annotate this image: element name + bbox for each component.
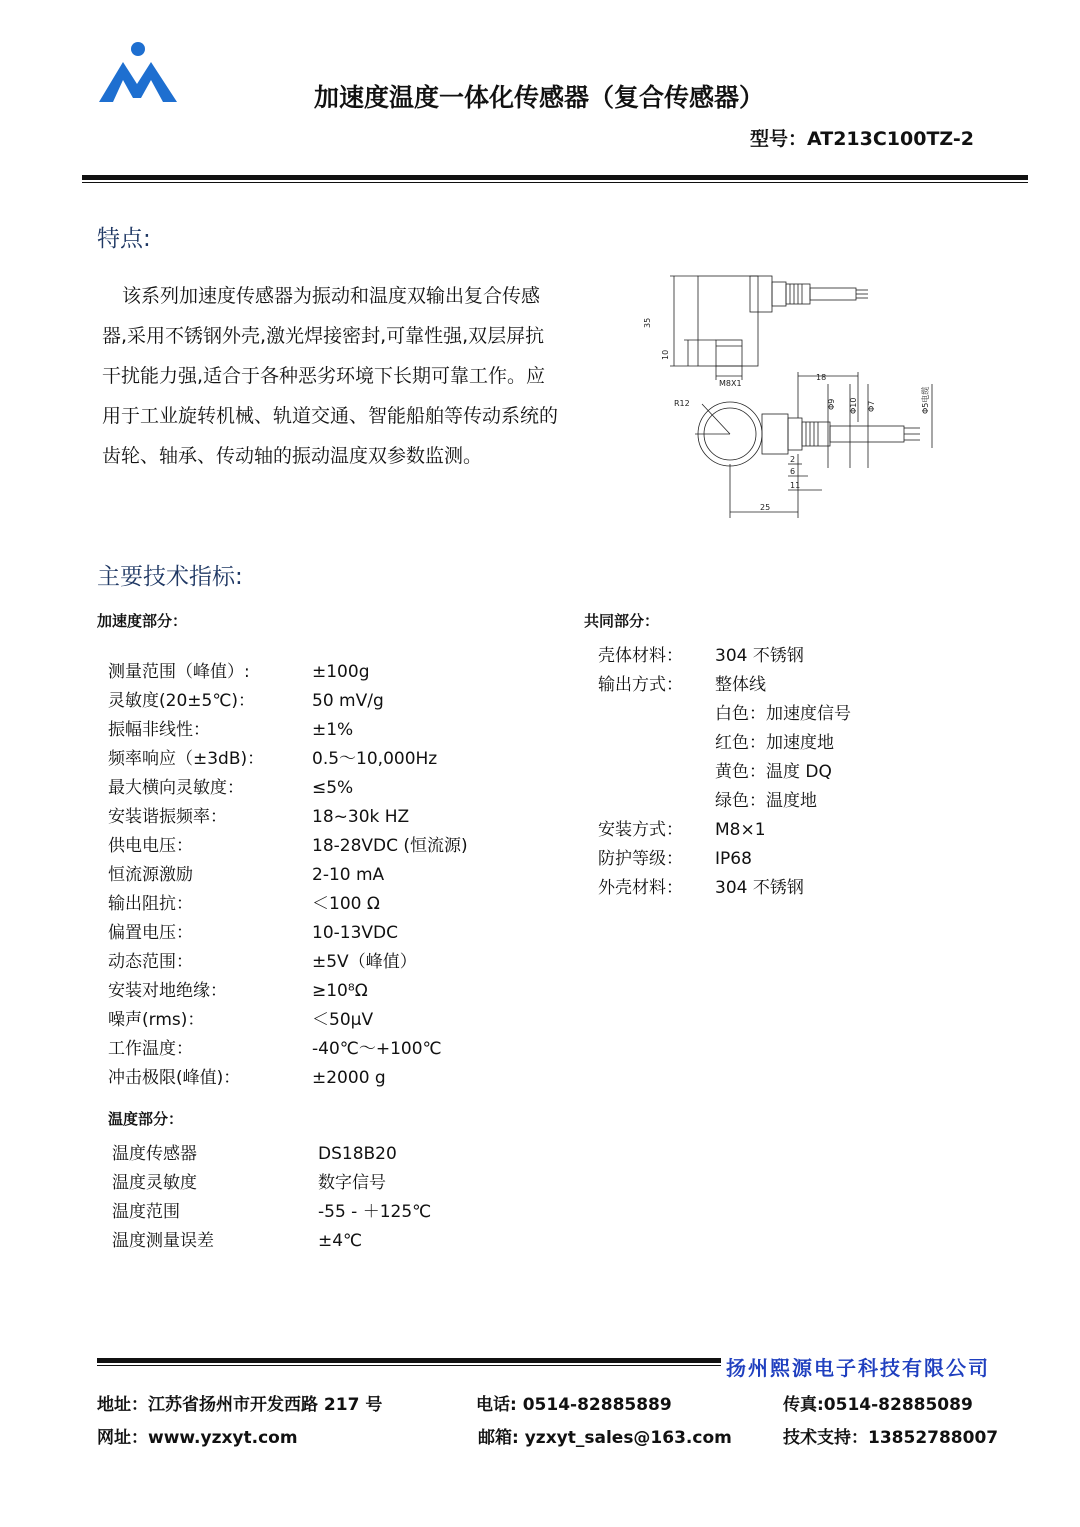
spec-value: 18~30k HZ (312, 807, 410, 827)
company-logo (97, 40, 179, 104)
spec-value: 50 mV/g (312, 691, 384, 711)
dim-10: 10 (661, 349, 670, 360)
spec-label: 冲击极限(峰值)： (108, 1068, 241, 1088)
page-title: 加速度温度一体化传感器（复合传感器） (314, 83, 765, 112)
footer-divider-thin (97, 1365, 721, 1366)
spec-label: 振幅非线性： (108, 720, 210, 740)
common-heading: 共同部分： (584, 612, 660, 630)
spec-label: 温度测量误差 (112, 1231, 214, 1251)
spec-row (108, 890, 568, 919)
spec-label: 安装对地绝缘： (108, 981, 227, 1001)
spec-row (108, 977, 568, 1006)
spec-row (108, 716, 568, 745)
temp-spec-list (112, 1140, 552, 1256)
spec-row (112, 1140, 552, 1169)
spec-row (598, 642, 998, 671)
spec-value: 2-10 mA (312, 865, 385, 885)
spec-row (108, 832, 568, 861)
accel-spec-list (108, 658, 568, 1093)
spec-row (598, 816, 998, 845)
spec-label: 安装谐振频率： (108, 807, 227, 827)
dim-2: 2 (790, 455, 796, 464)
spec-label: 动态范围： (108, 952, 193, 972)
spec-label: 安装方式： (598, 820, 683, 840)
spec-row (108, 861, 568, 890)
footer-fax: 传真:0514-82885089 (783, 1395, 973, 1415)
spec-row (108, 658, 568, 687)
spec-row (598, 729, 998, 758)
spec-label: 温度灵敏度 (112, 1173, 197, 1193)
spec-row (598, 787, 998, 816)
dim-phi9: Φ9 (827, 398, 836, 410)
spec-value: ±2000 g (312, 1068, 386, 1088)
specs-heading: 主要技术指标: (97, 564, 243, 590)
dim-phi10: Φ10 (849, 397, 858, 414)
sensor-dimension-drawing (640, 268, 940, 523)
spec-label: 防护等级： (598, 849, 683, 869)
spec-value: ±4℃ (318, 1231, 363, 1251)
spec-label: 输出方式： (598, 675, 683, 695)
spec-value: ≥10⁸Ω (312, 981, 368, 1001)
spec-row (112, 1198, 552, 1227)
spec-row (598, 758, 998, 787)
dim-m8x1: M8X1 (719, 379, 742, 388)
spec-row (112, 1169, 552, 1198)
spec-row (598, 874, 998, 903)
dim-11: 11 (790, 481, 801, 490)
spec-row (598, 700, 998, 729)
spec-value: 红色：加速度地 (715, 733, 834, 753)
spec-value: ≤5% (312, 778, 354, 798)
spec-value: DS18B20 (318, 1144, 397, 1164)
spec-label: 外壳材料： (598, 878, 683, 898)
spec-label: 偏置电压： (108, 923, 193, 943)
spec-value: 白色：加速度信号 (715, 704, 851, 724)
dim-r12: R12 (674, 399, 690, 408)
spec-row (108, 745, 568, 774)
spec-row (108, 1064, 568, 1093)
spec-row (108, 774, 568, 803)
accel-heading: 加速度部分： (97, 612, 188, 630)
spec-value: ±100g (312, 662, 370, 682)
spec-label: 噪声(rms)： (108, 1010, 205, 1030)
dim-18: 18 (816, 373, 827, 382)
spec-row (108, 1006, 568, 1035)
spec-label: 壳体材料： (598, 646, 683, 666)
footer-email[interactable]: 邮箱: yzxyt_sales@163.com (478, 1428, 732, 1448)
features-text: 该系列加速度传感器为振动和温度双输出复合传感器,采用不锈钢外壳,激光焊接密封,可靠性强,双层屏抗干扰能力强,适合于各种恶劣环境下长期可靠工作。应用于工业旋转机械、轨道交通、智能船舶等传动系统的齿轮、轴承、传动轴的振动温度双参数监测。 (102, 285, 559, 467)
company-name: 扬州熙源电子科技有限公司 (726, 1356, 990, 1380)
spec-value: 黄色：温度 DQ (715, 762, 832, 782)
spec-value: ＜100 Ω (312, 894, 380, 914)
spec-row (108, 803, 568, 832)
spec-value: 18-28VDC (恒流源) (312, 836, 468, 856)
footer-website[interactable]: 网址：www.yzxyt.com (97, 1428, 298, 1448)
spec-label: 供电电压： (108, 836, 193, 856)
spec-label: 输出阻抗： (108, 894, 193, 914)
spec-value: -40℃～+100℃ (312, 1039, 442, 1059)
spec-row (598, 845, 998, 874)
spec-value: ±5V（峰值） (312, 952, 417, 972)
spec-label: 测量范围（峰值）: (108, 662, 250, 682)
spec-label: 灵敏度(20±5℃)： (108, 691, 256, 711)
spec-value: ±1% (312, 720, 354, 740)
spec-row (598, 671, 998, 700)
dim-6: 6 (790, 467, 796, 476)
dim-25: 25 (760, 503, 771, 512)
spec-row (108, 1035, 568, 1064)
footer-support: 技术支持：13852788007 (783, 1428, 999, 1448)
features-heading: 特点: (97, 226, 151, 252)
spec-value: ＜50μV (312, 1010, 374, 1030)
spec-value: -55 - ＋125℃ (318, 1202, 432, 1222)
spec-row (108, 919, 568, 948)
spec-row (112, 1227, 552, 1256)
spec-label: 工作温度： (108, 1039, 193, 1059)
spec-value: 304 不锈钢 (715, 646, 804, 666)
spec-value: 绿色：温度地 (715, 791, 817, 811)
spec-value: 0.5～10,000Hz (312, 749, 438, 769)
spec-value: 整体线 (715, 675, 766, 695)
spec-value: 304 不锈钢 (715, 878, 804, 898)
spec-value: M8×1 (715, 820, 766, 840)
footer-phone: 电话: 0514-82885889 (476, 1395, 672, 1415)
footer-address: 地址：江苏省扬州市开发西路 217 号 (97, 1395, 383, 1415)
spec-value: 数字信号 (318, 1173, 386, 1193)
temp-heading: 温度部分： (108, 1110, 184, 1128)
spec-label: 最大横向灵敏度： (108, 778, 244, 798)
spec-row (108, 948, 568, 977)
common-spec-list (598, 642, 998, 903)
spec-label: 频率响应（±3dB)： (108, 749, 265, 769)
header-divider (82, 175, 1028, 180)
spec-label: 温度传感器 (112, 1144, 197, 1164)
spec-value: IP68 (715, 849, 752, 869)
dim-phi7: Φ7 (867, 400, 876, 412)
spec-row (108, 687, 568, 716)
header-divider-thin (82, 182, 1028, 183)
dim-phi5-cable: Φ5电缆 (921, 386, 930, 414)
spec-label: 恒流源激励 (108, 865, 193, 885)
dim-35: 35 (643, 317, 652, 328)
footer-divider (97, 1358, 721, 1363)
spec-value: 10-13VDC (312, 923, 398, 943)
model-number: 型号：AT213C100TZ-2 (750, 128, 974, 150)
spec-label: 温度范围 (112, 1202, 180, 1222)
